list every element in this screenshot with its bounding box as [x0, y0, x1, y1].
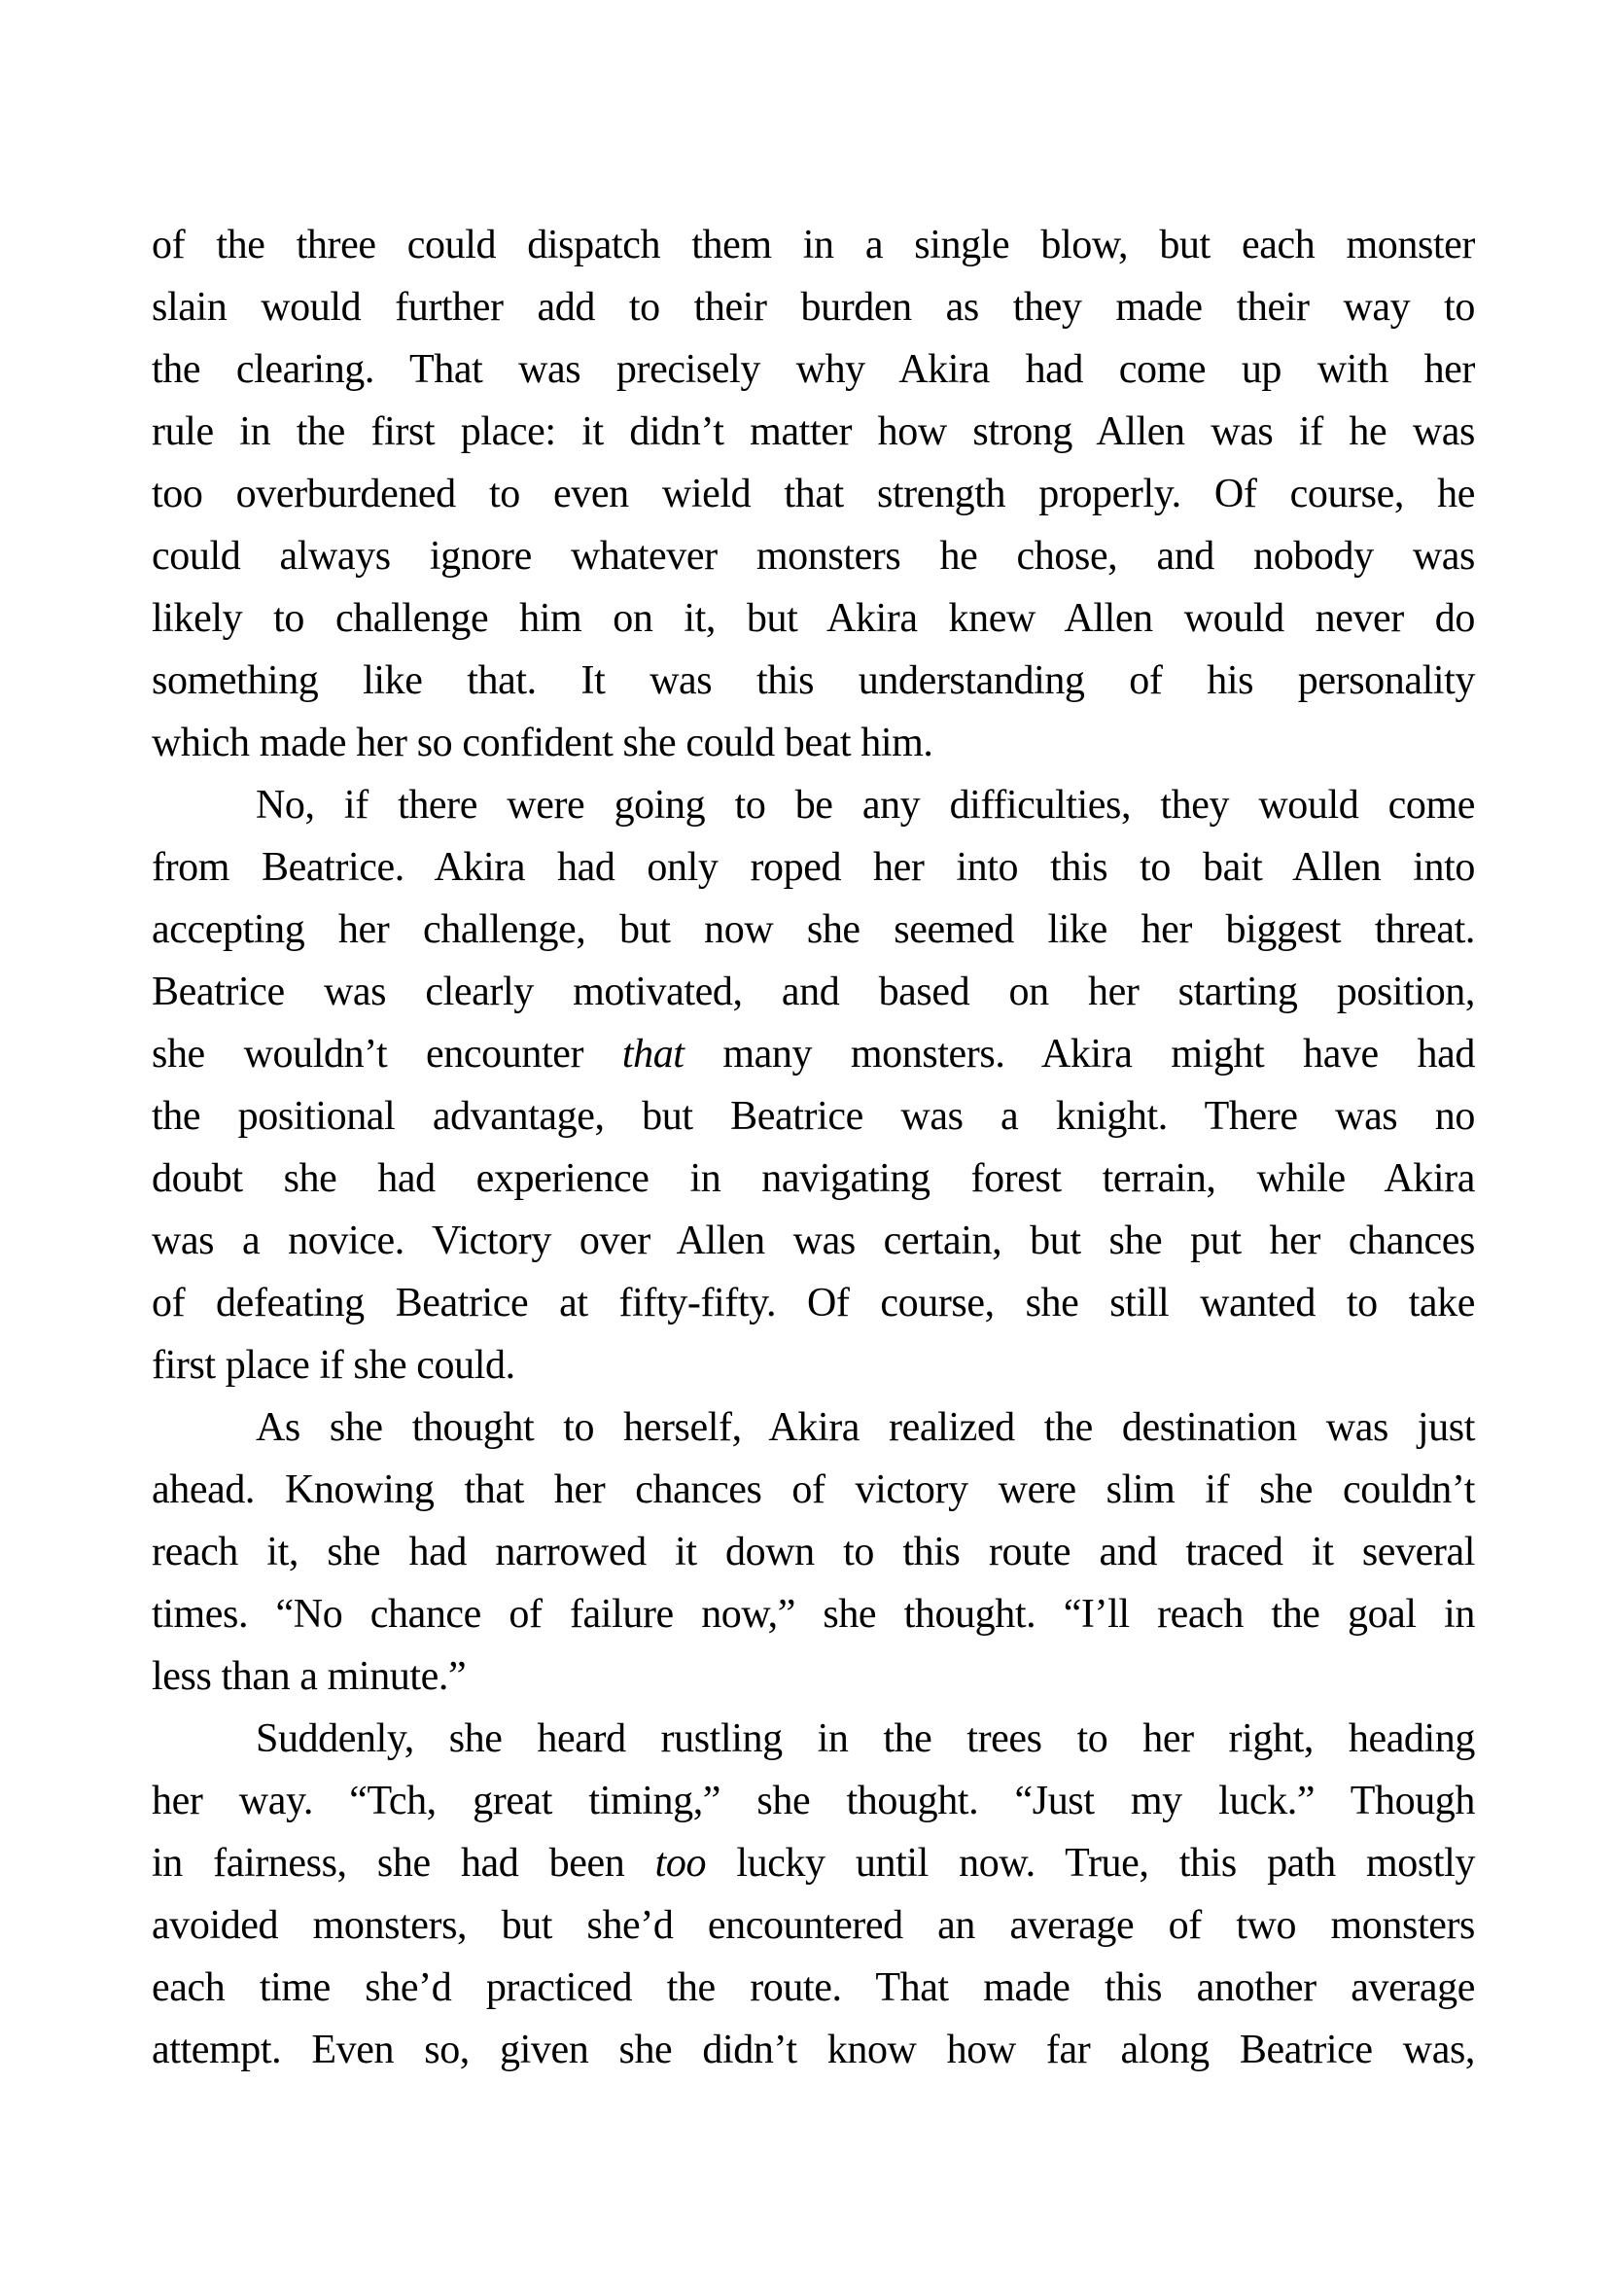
paragraph-2: [152, 774, 1475, 1396]
text-segment: too overburdened to even wield that strength properly. Of course, he: [152, 472, 1475, 516]
paragraph-4: [152, 1708, 1475, 2081]
text-line: [152, 1645, 1475, 1708]
text-segment: ahead. Knowing that her chances of victory were slim if she couldn’t: [152, 1467, 1475, 1512]
text-segment: As she thought to herself, Akira realized the destination was just: [256, 1405, 1475, 1450]
text-line: [152, 1334, 1475, 1396]
text-line: [152, 1459, 1475, 1521]
text-line: [152, 1272, 1475, 1334]
text-line: [152, 1957, 1475, 2019]
text-segment: of defeating Beatrice at fifty-fifty. Of course, she still wanted to take: [152, 1281, 1475, 1325]
text-line: [152, 1770, 1475, 1832]
text-line: [152, 587, 1475, 650]
text-line: [152, 463, 1475, 525]
text-line: [152, 1583, 1475, 1645]
text-line: [152, 961, 1475, 1023]
text-segment: doubt she had experience in navigating forest terrain, while Akira: [152, 1156, 1475, 1201]
text-line: [152, 1832, 1475, 1894]
text-line: [152, 774, 1475, 836]
text-line: [152, 836, 1475, 899]
text-segment: of the three could dispatch them in a single blow, but each monster: [152, 223, 1475, 267]
text-line: [152, 401, 1475, 463]
text-line: [152, 525, 1475, 587]
paragraph-1: [152, 214, 1475, 774]
text-line: [152, 1023, 1475, 1085]
text-segment: reach it, she had narrowed it down to this route and traced it several: [152, 1530, 1475, 1574]
text-segment: from Beatrice. Akira had only roped her into this to bait Allen into: [152, 845, 1475, 890]
text-segment: the clearing. That was precisely why Akira had come up with her: [152, 347, 1475, 392]
text-segment: rule in the first place: it didn’t matter how strong Allen was if he was: [152, 409, 1475, 454]
text-line: [152, 1894, 1475, 1957]
text-segment: attempt. Even so, given she didn’t know how far along Beatrice was,: [152, 2028, 1475, 2072]
text-segment: No, if there were going to be any difficulties, they would come: [256, 783, 1475, 828]
text-segment: accepting her challenge, but now she seemed like her biggest threat.: [152, 907, 1475, 952]
text-segment: less than a minute.”: [152, 1654, 467, 1699]
text-line: [152, 712, 1475, 774]
text-segment: her way. “Tch, great timing,” she thought. “Just my luck.” Though: [152, 1779, 1475, 1823]
text-line: [152, 1085, 1475, 1148]
italic-text: that: [621, 1032, 685, 1077]
text-segment: Suddenly, she heard rustling in the trees to her right, heading: [256, 1716, 1475, 1761]
text-segment: each time she’d practiced the route. That made this another average: [152, 1965, 1475, 2010]
text-line: [152, 214, 1475, 276]
text-segment: the positional advantage, but Beatrice was a knight. There was no: [152, 1094, 1475, 1139]
text-segment: could always ignore whatever monsters he chose, and nobody was: [152, 534, 1475, 579]
text-line: [152, 899, 1475, 961]
text-line: [152, 1521, 1475, 1583]
text-segment: times. “No chance of failure now,” she thought. “I’ll reach the goal in: [152, 1592, 1475, 1637]
text-line: [152, 1148, 1475, 1210]
text-segment: avoided monsters, but she’d encountered an average of two monsters: [152, 1903, 1475, 1948]
text-segment: lucky until now. True, this path mostly: [706, 1841, 1475, 1886]
text-line: [152, 1396, 1475, 1459]
text-segment: which made her so confident she could beat him.: [152, 721, 933, 765]
text-line: [152, 650, 1475, 712]
italic-text: too: [654, 1841, 707, 1886]
text-segment: something like that. It was this understanding of his personality: [152, 658, 1475, 703]
text-segment: many monsters. Akira might have had: [684, 1032, 1476, 1077]
text-line: [152, 338, 1475, 401]
text-segment: slain would further add to their burden as they made their way to: [152, 285, 1475, 330]
text-line: [152, 1708, 1475, 1770]
text-segment: first place if she could.: [152, 1343, 515, 1388]
text-segment: in fairness, she had been: [152, 1841, 655, 1886]
text-line: [152, 276, 1475, 338]
paragraph-3: [152, 1396, 1475, 1708]
text-segment: she wouldn’t encounter: [152, 1032, 622, 1077]
text-segment: likely to challenge him on it, but Akira knew Allen would never do: [152, 596, 1475, 641]
text-line: [152, 2019, 1475, 2081]
text-segment: was a novice. Victory over Allen was certain, but she put her chances: [152, 1219, 1475, 1263]
page-text: [152, 214, 1475, 2081]
text-line: [152, 1210, 1475, 1272]
text-segment: Beatrice was clearly motivated, and based on her starting position,: [152, 970, 1475, 1014]
